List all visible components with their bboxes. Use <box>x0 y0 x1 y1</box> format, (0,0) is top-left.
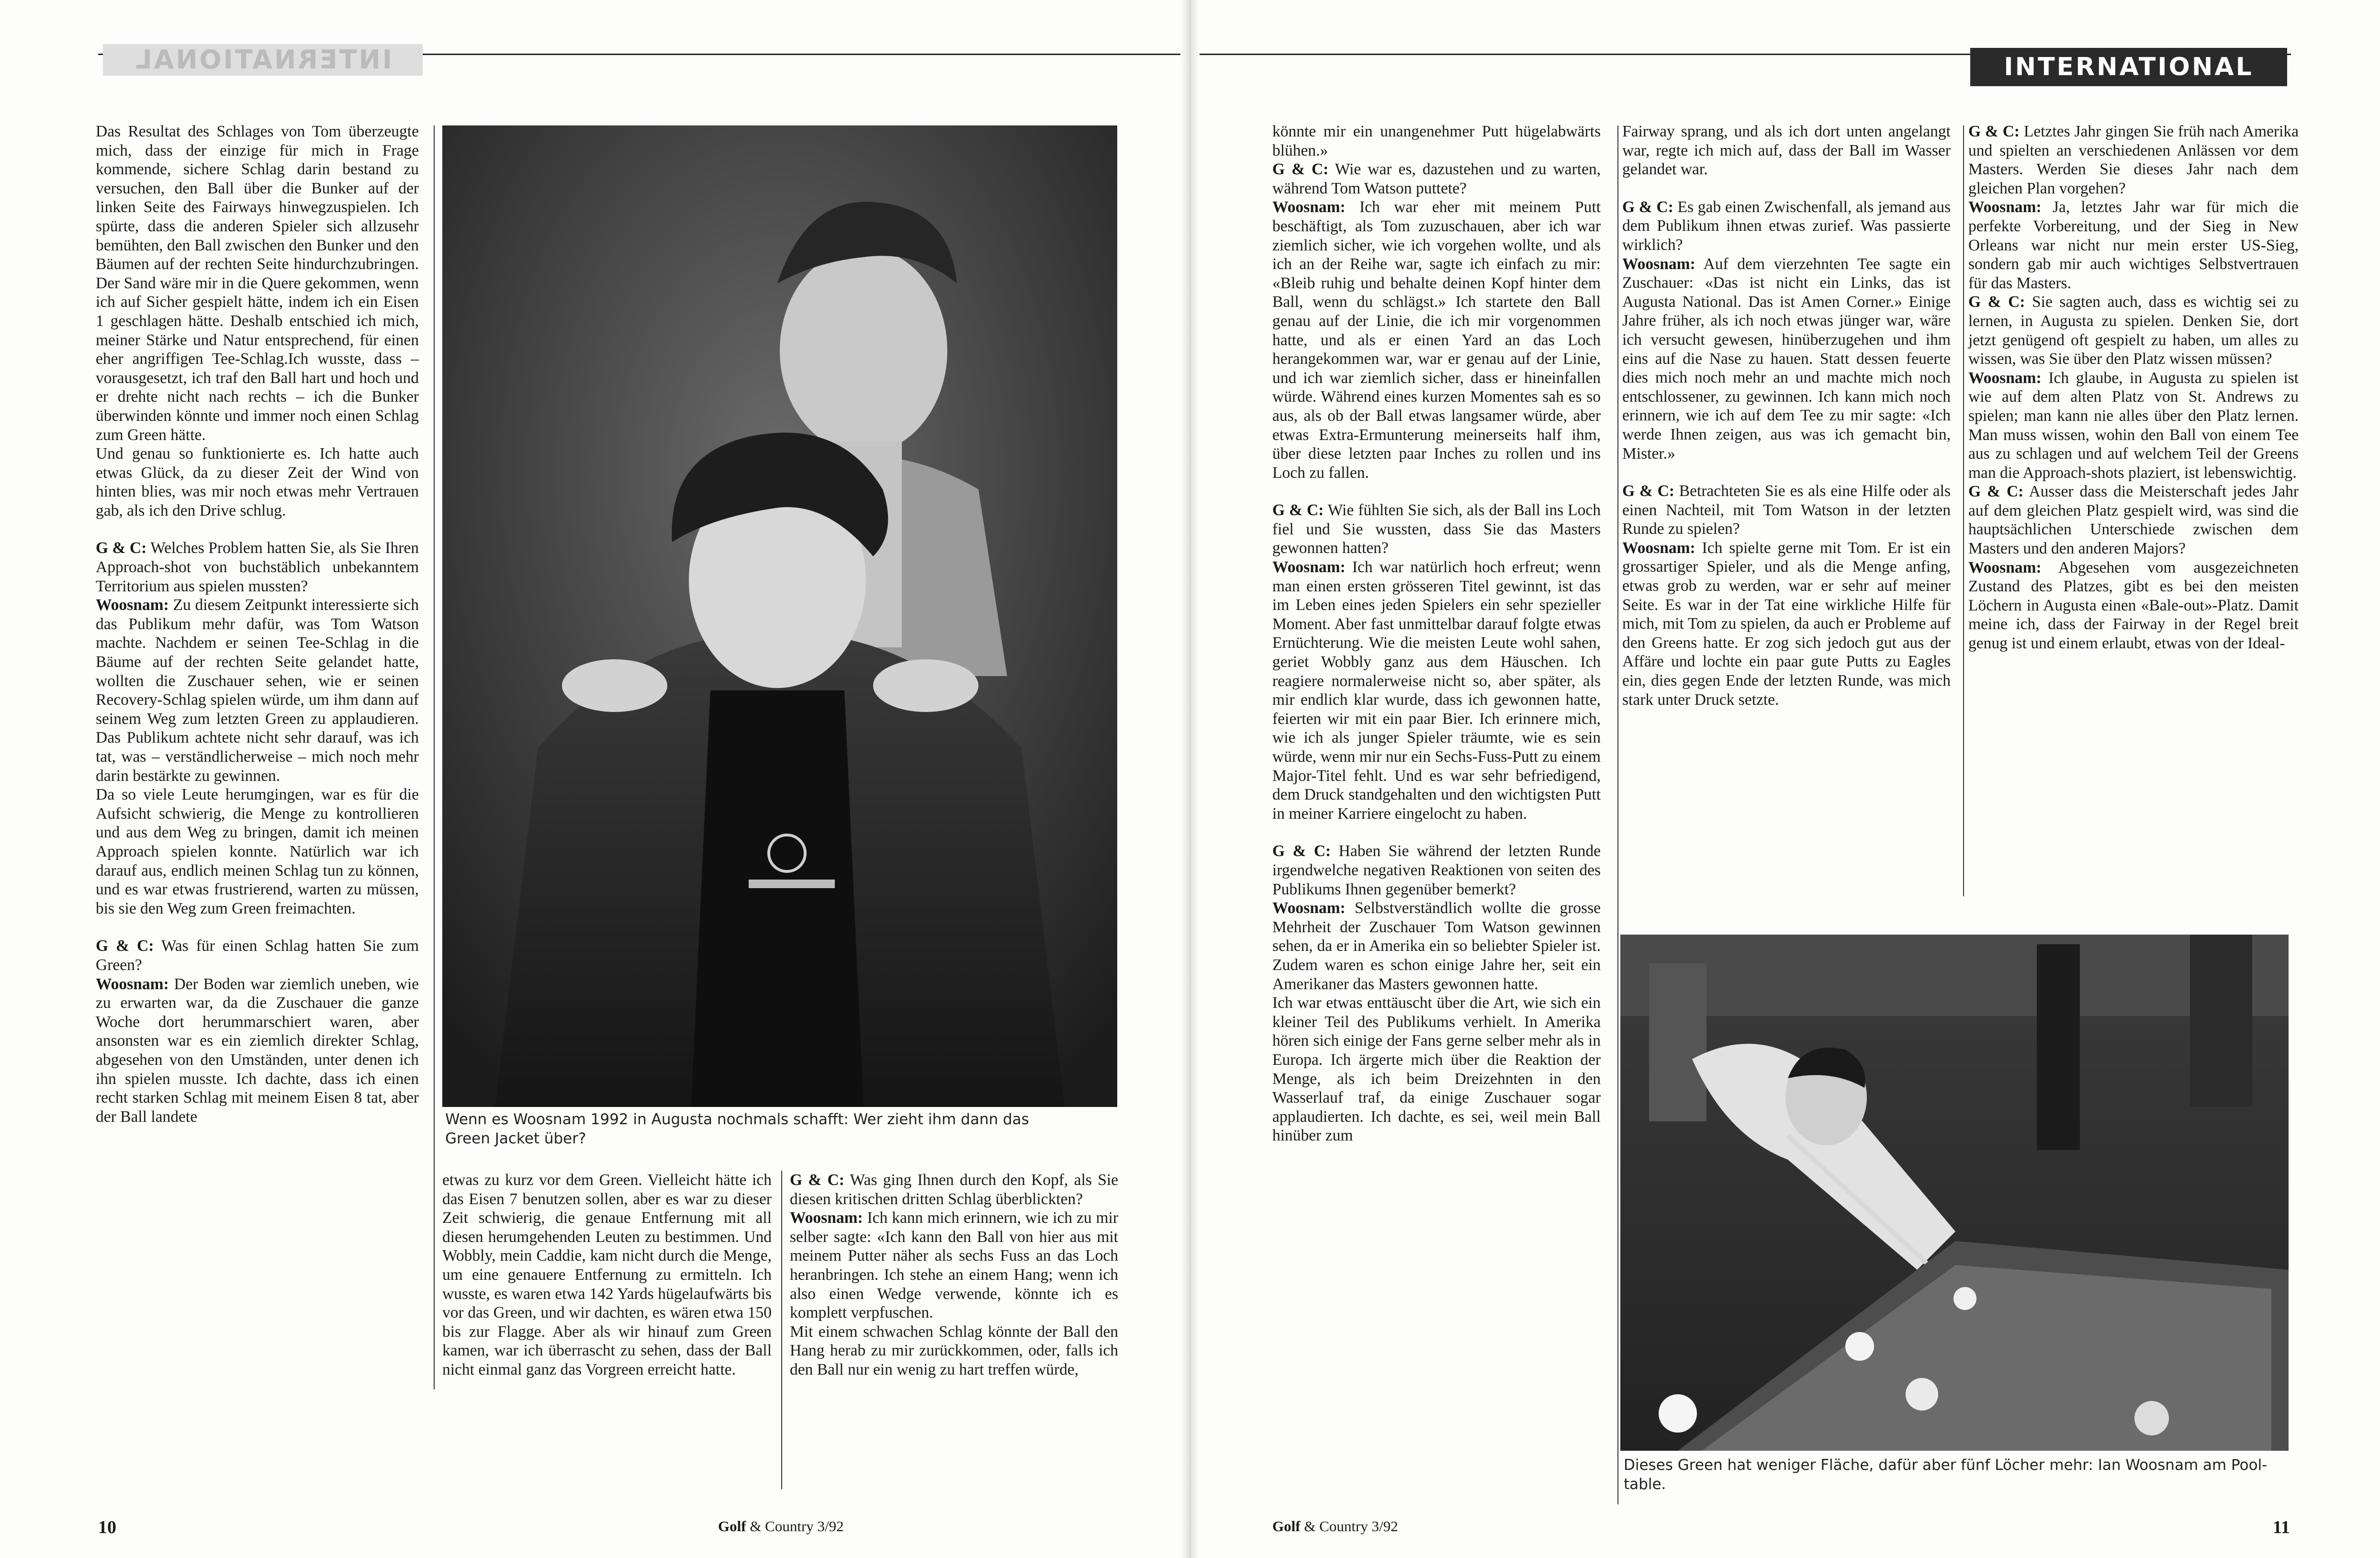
speaker-label: Woosnam: <box>1968 198 2042 216</box>
article-paragraph <box>1272 558 1601 823</box>
speaker-label: G & C: <box>1622 482 1674 500</box>
paragraph-text: Ich war eher mit meinem Putt beschäftigt, als Tom zuzuschauen, aber ich war ziemlich sicher, wie ich vorgehen wollte, und als ich an der Reihe war, sagte ich einfach zu mir: «Bleib ruhig und behalte deinen Kopf hinter dem Ball, wenn du schlägst.» Ich startete den Ball genau auf der Linie, die ich mir vorgenommen hatte, und als er einen Yard an das Loch herangekommen war, war er genau auf der Linie, und ich war ziemlich sicher, dass er hineinfallen würde. Während eines kurzen Momentes sah es so aus, als ob der Ball etwas langsamer würde, aber etwas Extra-Ermunterung meinerseits half ihm, über diese letzten paar Inches zu rollen und ins Loch zu fallen. <box>1272 198 1601 482</box>
paragraph-text: Auf dem vierzehnten Tee sagte ein Zuschauer: «Das ist nicht ein Links, das ist Augusta National. Das ist Amen Corner.» Einige Jahre früher, als ich noch etwas jünger war, wäre ich versucht gewesen, hinüberzugehen und ihm eins auf die Nase zu hauen. Statt dessen feuerte dies mich noch mehr an und machte mich noch entschlossener, zu gewinnen. Ich kann mich noch erinnern, wie ich auf dem Tee zu mir sagte: «Ich werde Ihnen zeigen, aus was ich gemacht bin, Mister.» <box>1622 255 1951 463</box>
woosnam-faldo-image <box>442 125 1117 1107</box>
paragraph-text: Und genau so funktionierte es. Ich hatte auch etwas Glück, da zu dieser Zeit der Wind von hinten blies, was mir noch etwas mehr Vertrauen gab, als ich den Drive schlug. <box>96 445 419 519</box>
right-col-3 <box>1968 122 2299 653</box>
article-paragraph <box>1272 160 1601 198</box>
paragraph-gap <box>1272 823 1601 842</box>
paragraph-gap <box>1622 463 1951 482</box>
speaker-label: G & C: <box>1272 160 1329 179</box>
paragraph-text: Ich war natürlich hoch erfreut; wenn man einen ersten grösseren Titel gewinnt, ist das im Leben eines jeden Spielers ein sehr spezieller Moment. Aber fast unmittelbar darauf folgte etwas Ernüchterung. Wie die meisten Leute wohl sahen, geriet Wobbly ganz aus dem Häuschen. Ich reagiere normalerweise nicht so, aber später, als mir endlich klar wurde, dass ich gewonnen hatte, feierten wir mit ein paar Bier. Ich erinnere mich, wie ich als junger Spieler träumte, wie es sein würde, wenn mir nur ein Sechs-Fuss-Putt zu einem Major-Titel fehlt. Und es war sehr befriedigend, dem Druck standgehalten und den wichtigsten Putt in meiner Karriere eingelocht zu haben. <box>1272 558 1601 823</box>
paragraph-text: Ich glaube, in Augusta zu spielen ist wie auf dem alten Platz von St. Andrews zu spielen; man kann nie alles über den Platz lernen. Man muss wissen, wohin den Ball von einem Tee aus zu schlagen und auf welchem Teil der Greens man die Approach-shots plaziert, ist lebenswichtig. <box>1968 369 2299 482</box>
article-paragraph <box>1968 198 2299 293</box>
speaker-label: Woosnam: <box>96 596 169 614</box>
spine-gutter <box>1180 0 1200 1558</box>
article-paragraph <box>96 785 419 918</box>
article-paragraph <box>1622 255 1951 463</box>
article-paragraph <box>442 1171 772 1379</box>
speaker-label: G & C: <box>1622 198 1673 216</box>
article-paragraph <box>96 937 419 974</box>
speaker-label: G & C: <box>1968 483 2024 501</box>
article-paragraph <box>1272 842 1601 899</box>
pool-table-photo <box>1620 935 2289 1451</box>
speaker-label: Woosnam: <box>1968 369 2042 387</box>
article-paragraph <box>96 596 419 785</box>
right-photo-caption: Dieses Green hat weniger Fläche, dafür aber fünf Löcher mehr: Ian Woosnam am Pool-table. <box>1624 1456 2268 1493</box>
speaker-label: Woosnam: <box>790 1209 863 1227</box>
speaker-label: G & C: <box>790 1171 844 1189</box>
footer-magazine-right <box>1272 1518 1398 1535</box>
article-paragraph <box>1272 198 1601 482</box>
paragraph-text: Welches Problem hatten Sie, als Sie Ihren Approach-shot von buchstäblich unbekanntem Territorium aus spielen mussten? <box>96 539 419 595</box>
article-paragraph <box>1968 293 2299 368</box>
paragraph-text: Mit einem schwachen Schlag könnte der Ball den Hang herab zu mir zurückkommen, oder, falls ich den Ball nur ein wenig zu hart treffen würde, <box>790 1322 1118 1378</box>
footer-magazine-left <box>718 1518 844 1535</box>
footer-issue: & Country 3/92 <box>1300 1518 1398 1535</box>
speaker-label: Woosnam: <box>96 975 169 993</box>
left-col-1 <box>96 122 419 1126</box>
paragraph-text: Selbstverständlich wollte die grosse Mehrheit der Zuschauer Tom Watson gewinnen sehen, da er in Amerika ein so beliebter Spieler ist. Zudem waren es schon einige Jahre her, seit ein Amerikaner das Masters gewonnen hatte. <box>1272 899 1601 993</box>
speaker-label: Woosnam: <box>1272 198 1346 216</box>
speaker-label: G & C: <box>1968 293 2025 311</box>
speaker-label: Woosnam: <box>1622 539 1695 557</box>
paragraph-text: Ich war etwas enttäuscht über die Art, wie sich ein kleiner Teil des Publikums verhielt. In Amerika hören sich einige der Fans gerne selber mehr als in Europa. Ich ärgerte mich über die Reaktion der Menge, als ich beim Dreizehnten in den Wasserlauf traf, da einige Zuschauer sogar applaudierten. Ich dachte, es sei, weil mein Ball hinüber zum <box>1272 994 1601 1145</box>
article-paragraph <box>1968 122 2299 198</box>
paragraph-text: Haben Sie während der letzten Runde irgendwelche negativen Reaktionen von seiten des Publikums Ihnen gegenüber bemerkt? <box>1272 842 1601 898</box>
article-paragraph <box>96 122 419 444</box>
speaker-label: Woosnam: <box>1968 558 2042 576</box>
paragraph-text: Zu diesem Zeitpunkt interessierte sich das Publikum mehr dafür, was Tom Watson machte. Nachdem er seinen Tee-Schlag in die Bäume auf der rechten Seite gelandet hatte, wollten die Zuschauer sehen, wie er seinen Recovery-Schlag spielen würde, um ihm dann auf seinem Weg zum letzten Green zu applaudieren. Das Publikum achtete nicht sehr darauf, was ich tat, was – verständlicherweise – mich noch mehr darin bestärkte zu gewinnen. <box>96 596 419 785</box>
left-col-2 <box>442 1171 772 1379</box>
paragraph-text: Wie war es, dazustehen und zu warten, während Tom Watson puttete? <box>1272 160 1601 197</box>
column-rule <box>1617 125 1618 1504</box>
left-col-3 <box>790 1171 1118 1379</box>
section-tag-showthrough: INTERNATIONAL <box>103 44 423 76</box>
article-paragraph <box>1968 558 2299 653</box>
page-number-right: 11 <box>2273 1517 2290 1537</box>
article-paragraph <box>1968 369 2299 483</box>
footer-brand: Golf <box>1272 1518 1301 1535</box>
paragraph-gap <box>96 918 419 937</box>
paragraph-text: Abgesehen vom ausgezeichneten Zustand des Platzes, gibt es bei den meisten Löchern in Augusta einen «Bale-out»-Platz. Damit meine ich, dass der Fairway in der Regel breit genug ist und einem erlaubt, etwas von der Ideal- <box>1968 558 2299 653</box>
paragraph-text: könnte mir ein unangenehmer Putt hügelabwärts blühen.» <box>1272 123 1601 159</box>
speaker-label: G & C: <box>1272 842 1331 860</box>
paragraph-text: Ja, letztes Jahr war für mich die perfekte Vorbereitung, und der Sieg in New Orleans war nicht nur mein erster US-Sieg, sondern gab mir auch wichtiges Selbstvertrauen für das Masters. <box>1968 198 2299 292</box>
article-paragraph <box>1622 482 1951 539</box>
article-paragraph <box>1622 198 1951 255</box>
column-rule <box>1963 125 1964 896</box>
paragraph-text: Da so viele Leute herumgingen, war es für die Aufsicht schwierig, die Menge zu kontrollieren und aus dem Weg zu bringen, damit ich meinen Approach spielen konnte. Natürlich war ich darauf aus, endlich meinen Schlag tun zu können, und es war etwas frustrierend, warten zu müssen, bis sie den Weg zum Green freimachten. <box>96 786 419 917</box>
right-col-2 <box>1622 122 1951 709</box>
section-tag-international: INTERNATIONAL <box>1970 48 2287 86</box>
article-paragraph <box>790 1208 1118 1322</box>
paragraph-text: Es gab einen Zwischenfall, als jemand aus dem Publikum ihnen etwas zurief. Was passierte wirklich? <box>1622 198 1951 254</box>
article-paragraph <box>96 975 419 1127</box>
paragraph-text: Der Boden war ziemlich uneben, wie zu erwarten war, da die Zuschauer die ganze Woche dort herummarschiert waren, aber ansonsten war es ein ziemlich direkter Schlag, abgesehen von den Umständen, unter denen ich ihn spielen musste. Ich dachte, dass ich einen recht starken Schlag mit meinem Eisen 8 tat, aber der Ball landete <box>96 975 419 1126</box>
page-number-left: 10 <box>98 1517 116 1537</box>
woosnam-faldo-photo <box>442 125 1117 1107</box>
article-paragraph <box>96 539 419 596</box>
article-paragraph <box>1272 501 1601 558</box>
speaker-label: G & C: <box>96 539 147 557</box>
paragraph-text: etwas zu kurz vor dem Green. Vielleicht hätte ich das Eisen 7 benutzen sollen, aber es war zu dieser Zeit schwierig, die genaue Entfernung mit all diesen herumgehenden Leuten zu bestimmen. Und Wobbly, mein Caddie, kam nicht durch die Menge, um eine genauere Entfernung zu ermitteln. Ich wusste, es waren etwa 142 Yards hügelaufwärts bis vor das Green, und wir dachten, es wären etwa 150 bis zur Flagge. Aber als wir hinauf zum Green kamen, war ich überrascht zu sehen, dass der Ball nicht einmal ganz das Vorgreen erreicht hatte. <box>442 1171 772 1378</box>
right-col-1 <box>1272 122 1601 1145</box>
footer-issue: & Country 3/92 <box>746 1518 844 1535</box>
paragraph-text: Was für einen Schlag hatten Sie zum Green? <box>96 937 419 974</box>
speaker-label: G & C: <box>96 937 154 955</box>
paragraph-text: Letztes Jahr gingen Sie früh nach Amerika und spielten an verschiedenen Anlässen vor dem Masters. Werden Sie dieses Jahr nach dem gleichen Plan vorgehen? <box>1968 123 2299 197</box>
article-paragraph <box>1272 994 1601 1145</box>
article-paragraph <box>790 1322 1118 1379</box>
column-rule <box>434 125 435 1389</box>
paragraph-text: Das Resultat des Schlages von Tom überzeugte mich, dass der einzige für mich in Frage kommende, sichere Schlag darin bestand zu versuchen, den Ball über die Bunker auf der linken Seite des Fairways hinwegzuspielen. Ich spürte, dass die anderen Spieler sich allzusehr bemühten, den Ball zwischen den Bunker und den Bäumen auf der rechten Seite hindurchzubringen. Der Sand wäre mir in die Quere gekommen, wenn ich auf Sicher gespielt hätte, indem ich ein Eisen 1 geschlagen hätte. Deshalb entschied ich mich, meiner Stärke und Natur entsprechend, für einen eher angriffigen Tee-Schlag.Ich wusste, dass – vorausgesetzt, ich traf den Ball hart und hoch und er drehte nicht nach rechts – ich die Bunker überwinden könnte und immer noch einen Schlag zum Green hätte. <box>96 123 419 444</box>
paragraph-gap <box>1622 179 1951 198</box>
speaker-label: Woosnam: <box>1622 255 1695 273</box>
article-paragraph <box>1272 122 1601 160</box>
column-rule <box>781 1171 782 1489</box>
article-paragraph <box>1968 482 2299 558</box>
article-paragraph <box>1272 899 1601 994</box>
article-paragraph <box>96 444 419 520</box>
right-page <box>1190 0 2380 1558</box>
paragraph-text: Wie fühlten Sie sich, als der Ball ins Loch fiel und Sie wussten, dass Sie das Masters gewonnen hatten? <box>1272 501 1601 557</box>
speaker-label: Woosnam: <box>1272 558 1346 576</box>
paragraph-text: Ich spielte gerne mit Tom. Er ist ein grossartiger Spieler, und als die Menge anfing, etwas grob zu werden, war er sehr auf meiner Seite. Es war in der Tat eine wirkliche Hilfe für mich, mit Tom zu spielen, da auch er Probleme auf den Greens hatte. Er zog sich jedoch gut aus der Affäre und lochte ein paar gute Putts zu Eagles ein, dies gegen Ende der letzten Runde, was mich stark unter Druck setzte. <box>1622 539 1951 709</box>
paragraph-text: Was ging Ihnen durch den Kopf, als Sie diesen kritischen dritten Schlag überblickten? <box>790 1171 1118 1208</box>
pool-table-image <box>1620 935 2289 1451</box>
footer-brand: Golf <box>718 1518 746 1535</box>
article-paragraph <box>1622 539 1951 709</box>
paragraph-gap <box>96 520 419 539</box>
paragraph-text: Ausser dass die Meisterschaft jedes Jahr auf dem gleichen Platz gespielt wird, was sind die hauptsächlichen Unterschiede zwischen dem Masters und den anderen Majors? <box>1968 483 2299 558</box>
speaker-label: Woosnam: <box>1272 899 1346 917</box>
speaker-label: G & C: <box>1272 501 1324 519</box>
paragraph-text: Ich kann mich erinnern, wie ich zu mir selber sagte: «Ich kann den Ball von hier aus mit meinem Putter näher als sechs Fuss an das Loch heranbringen. Ich stehe an einem Hang; wenn ich also einen Wedge verwende, könnte ich es komplett verpfuschen. <box>790 1209 1119 1322</box>
paragraph-text: Betrachteten Sie es als eine Hilfe oder als einen Nachteil, mit Tom Watson in der letzten Runde zu spielen? <box>1622 482 1951 538</box>
article-paragraph <box>1622 122 1951 179</box>
left-photo-caption: Wenn es Woosnam 1992 in Augusta nochmals schafft: Wer zieht ihm dann das Green Jacket über? <box>445 1111 1029 1147</box>
speaker-label: G & C: <box>1968 123 2020 140</box>
paragraph-gap <box>1272 482 1601 501</box>
paragraph-text: Sie sagten auch, dass es wichtig sei zu lernen, in Augusta zu spielen. Denken Sie, dort jetzt genügend oft gespielt zu haben, um alles zu wissen, was Sie über den Platz wissen müssen? <box>1968 293 2299 368</box>
article-paragraph <box>790 1171 1118 1208</box>
paragraph-text: Fairway sprang, und als ich dort unten angelangt war, regte ich mich auf, dass der Ball im Wasser gelandet war. <box>1622 123 1951 179</box>
